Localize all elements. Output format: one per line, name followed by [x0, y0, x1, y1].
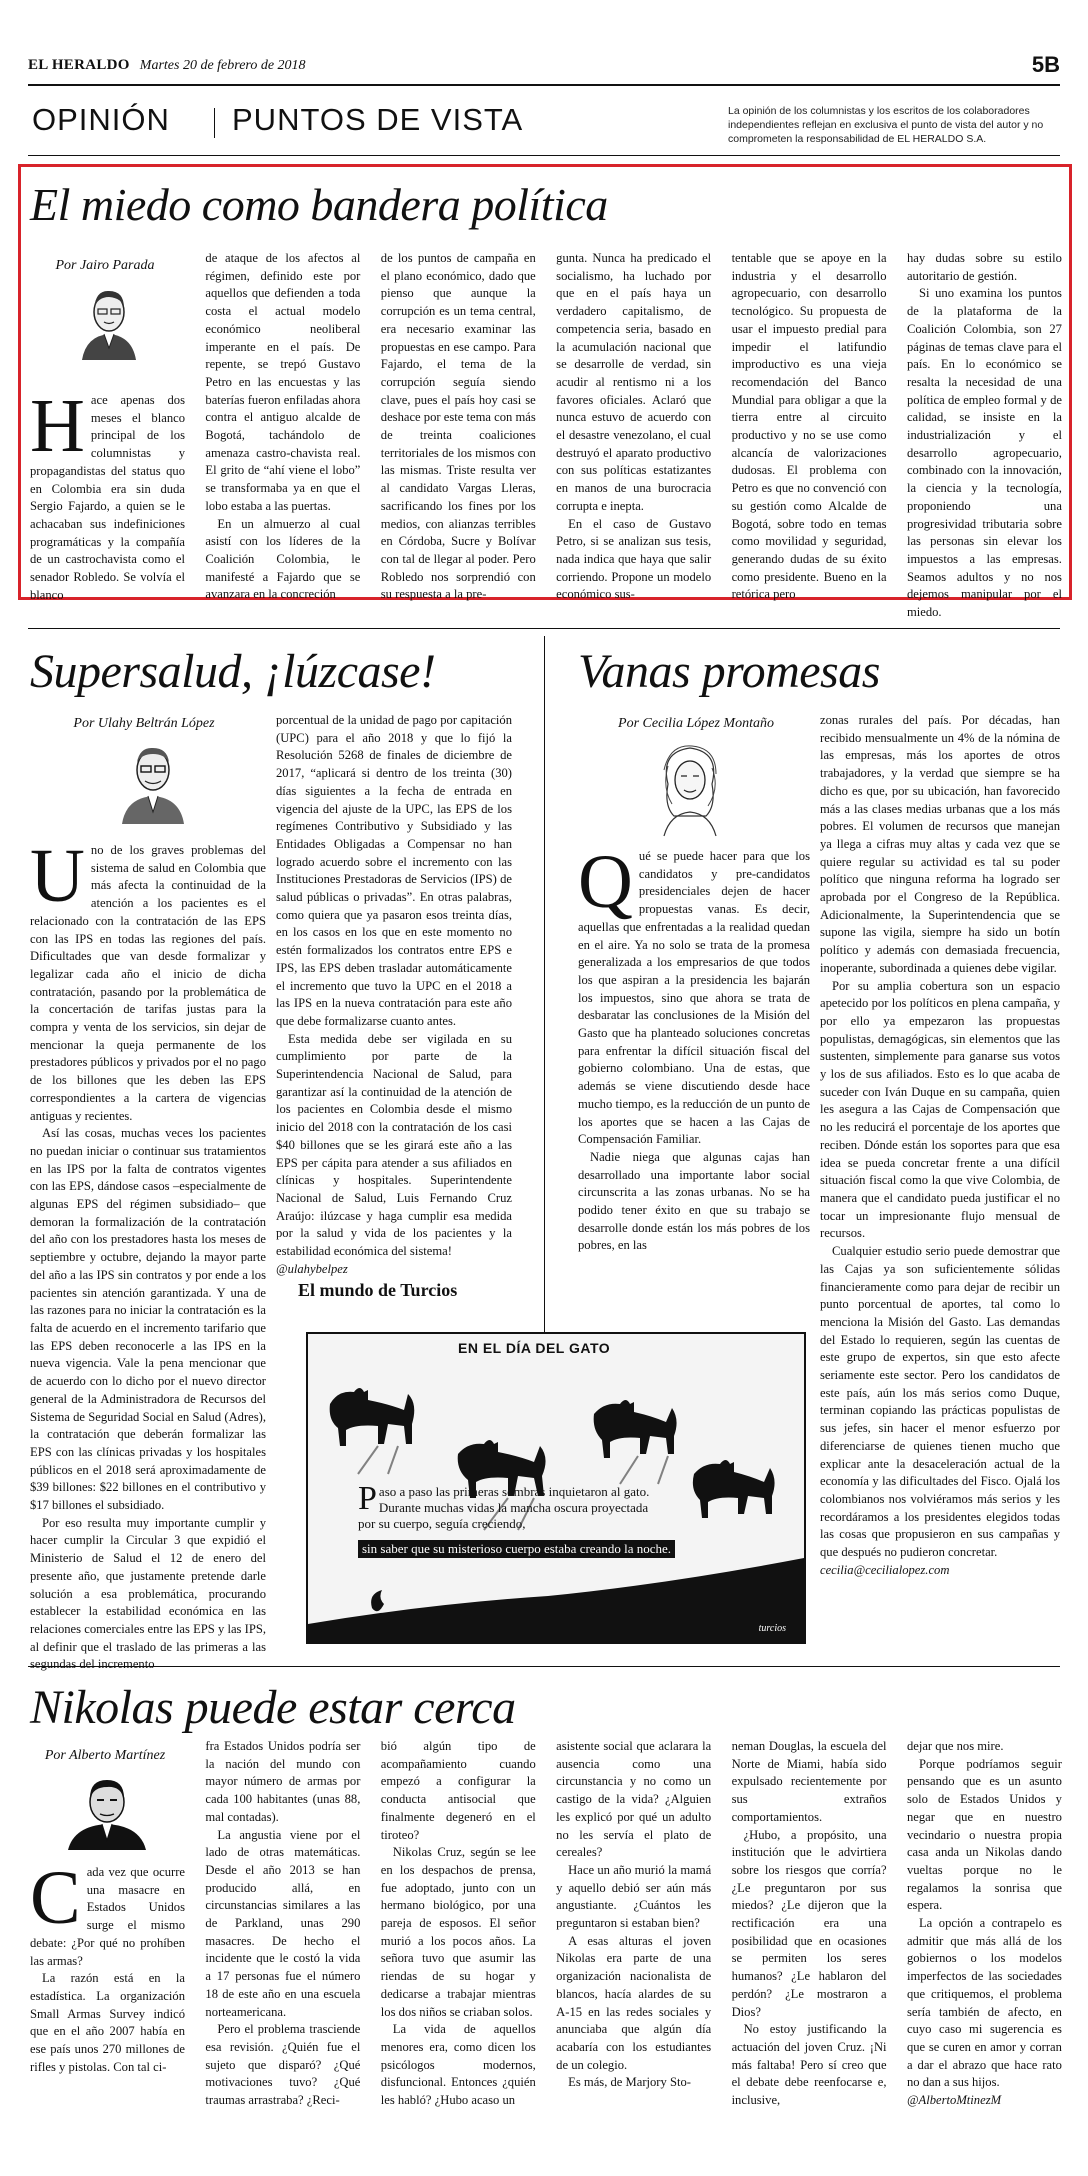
page-number: 5B: [1031, 52, 1060, 77]
article-text: ace apenas dos meses el blanco principal de los columnistas y propagandistas del status quo en Colombia era sin duda Sergio Fajardo, a quien se le achacaban sus indefiniciones programáticas y la compañía de un castrochavista como el senador Robledo. Se volvía el blanco: [30, 393, 185, 602]
article-text: porcentual de la unidad de pago por capitación (UPC) para el año 2018 y que lo fijó la Resolución 5268 de finales de diciembre de 2017, “aplicará si dentro de los treinta (30) días siguientes a la fecha de entrada en vigencia del ajuste de la UPC, las EPS de los regímenes Contributivo y Subsidiado y las Entidades Obligadas a Compensar no han logrado acuerdo sobre el incremento con las Instituciones Prestadoras de Servicios (IPS) de salud públicas o privadas”. En otras palabras, como quiera que ya pasaron esos treinta días, en los casos en los que en este momento no estén formalizados los contratos entre EPS e IPS, las EPS deben trasladar automáticamente el incremento que tuvo la UPC en el 2018 a las IPS en la nueva contratación para este año que debe formalizarse cuanto antes.: [276, 713, 512, 1028]
article-text: Por eso resulta muy importante cumplir y hacer cumplir la Circular 3 que expidió el Ministerio de Salud el 12 de enero del presente año, que justamente pretende darle solución a esa problemática, procurando establecer la estabilidad económica en las relaciones comerciales entre las EPS y las IPS, al definir que el traslado de las primeras a las segundas del incremento: [30, 1515, 266, 1672]
article-text: En el caso de Gustavo Petro, si se analizan sus tesis, nada indica que haya que salir corriendo. Propone un modelo económico sus-: [556, 516, 712, 602]
article-text: Así las cosas, muchas veces los pacientes no puedan iniciar o continuar sus tratamientos en las IPS por la falta de contratos vigentes con las EPS, dándose casos –especialmente de algunas EPS del régimen subsidiado– que demoran la formalización de la contratación del año con los prestadores hasta los meses de septiembre y octubre, dejando la mayor parte del año a las IPS sin contratos y por ende a los pacientes sin atención garantizada. Y una de las razones para no iniciar la contratación es la falta de acuerdo en el incremento tarifario que las EPS deben reconocerle a las IPS en la nueva vigencia. Vale la pena mencionar que de acuerdo con lo dicho por el nuevo director general de la Administradora de Recursos del Sistema de Seguridad Social en Salud (Adres), la contratación que deberán formalizar las EPS con las clínicas privadas y los hospitales públicos en el 2018 será aproximadamente de $39 billones: $22 billones en el contributivo y $17 billones el subsidiado.: [30, 1126, 266, 1513]
dropcap: H: [30, 384, 85, 468]
paper-name: EL HERALDO: [28, 57, 130, 73]
article-text: ada vez que ocurre una masacre en Estados Unidos surge el mismo debate: ¿Por qué no prohíben las armas?: [30, 1865, 185, 1968]
article-4-byline: Por Alberto Martínez: [44, 1748, 166, 1763]
cartoon-heading: EN EL DÍA DEL GATO: [458, 1340, 611, 1356]
article-text: no de los graves problemas del sistema de salud en Colombia que más afecta la continuidad de la atención a los pacientes es el relacionado con la contratación de las EPS con las IPS en todas las regiones del país. Dificultades que van desde formalizar y legalizar cada año el inicio de dicha contratación, pasando por la problemática de la concertación de tarifas justas para la compra y venta de los servicios, sin dejar de mencionar la queja permanente de los prestadores públicos y privados por el no pago de los billones que les deben las EPS correspondientes a la cartera de vigencias antiguas y recientes.: [30, 843, 266, 1123]
article-text: Es más, de Marjory Sto-: [568, 2075, 691, 2090]
article-text: dejar que nos mire.: [906, 1739, 1004, 1753]
dropcap: Q: [578, 840, 633, 924]
article-text: ¿Hubo, a propósito, una institución que le advirtiera sobre los riesgos que corría? ¿Le preguntaron por sus miedos? ¿Le dijeron que la rectificación era una posibilidad que en ocasiones se permiten los seres humanos? ¿Le hablaron del perdón? ¿Le mostraron a Dios?: [731, 1827, 887, 2019]
author-handle: cecilia@cecilialopez.com: [820, 1562, 950, 1577]
article-text: En un almuerzo al cual asistí con los líderes de la Coalición Colombia, le manifesté a Fajardo que se avanzara en la concreción: [205, 516, 361, 602]
cartoon-text: por su cuerpo, seguía creciendo,: [358, 1516, 526, 1531]
article-text: bió algún tipo de acompañamiento cuando empezó a configurar la conducta antisocial que finalmente degeneró en el tiroteo?: [380, 1739, 536, 1842]
article-text: tentable que se apoye en la industria y el desarrollo agropecuario, con desarrollo tecnológico. Su propuesta de usar el impuesto predial para impedir el latifundio improductivo es una vieja recomendación del Banco Mundial para obligar a que la tierra entre al circuito productivo y no se use como alcancía de valorizaciones dudosas. El problema con Petro es que no convenció con su gestión como Alcalde de Bogotá, sobre todo en temas como movilidad y seguridad, generando dudas de su éxito como presidente. Bueno en la retórica pero: [731, 251, 887, 602]
article-text: Esta medida debe ser vigilada en su cumplimiento por parte de la Superintendencia Nacional de Salud, para garantizar así la continuidad de la atención de los pacientes en Colombia desde el mismo inicio del 2018 con la contratación de los casi $40 billones que se les girará este año a las EPS per cápita para atender a sus afiliados en clínicas y hospitales. Superintendente Nacional de Salud, Luis Fernando Cruz Araújo: ilúzcase y haga cumplir esa medida por la salud y vida de los pacientes y la estabilidad económica del sistema!: [276, 1031, 512, 1259]
article-text: hay dudas sobre su estilo autoritario de gestión.: [906, 251, 1062, 283]
cartoon-text: Durante muchas vidas la mancha oscura proyectada: [378, 1500, 649, 1515]
article-2-title: Supersalud, ¡lúzcase!: [30, 645, 436, 698]
article-text: La vida de aquellos menores era, como dicen los psicólogos modernos, disfuncional. Entonces ¿quién les habló? ¿Hubo acaso un: [380, 2022, 536, 2108]
article-text: La opción a contrapelo es admitir que más allá de los gobiernos o los modelos imperfectos de las sociedades que critiquemos, el problema sería también de afecto, en cuyo caso mi sugerencia es que se curen en amor y corran a dar el abrazo que hace rato no dan a sus hijos.: [906, 1916, 1062, 2090]
portrait-ulahy-beltran: [118, 738, 188, 824]
article-text: de ataque de los afectos al régimen, definido este por aquellos que defienden a toda costa el actual modelo económico neoliberal imperante en el país. De repente, se trepó Gustavo Petro en las encuestas y las baterías fueron enfiladas ahora contra el antiguo alcalde de Bogotá, tachándolo de amenaza castro-chavista real. El grito de “ahí viene el lobo” se transformaba ya en que el lobo estaba a las puertas.: [205, 251, 361, 513]
masthead: [28, 52, 1060, 86]
cartoon-dropcap: P: [358, 1480, 377, 1517]
article-text: ué se puede hacer para que los candidatos y pre-candidatos presidenciales dejen de hacer propuestas vanas. Es decir, aquellas que enfrentadas a la realidad quedan en el aire. Ya no solo se trata de la promesa generalizada a los empresarios de que todos los que aspiran a la presidencia les bajarán los impuestos, sino que ahora se trata de desbaratar las conclusiones de la Misión del Gasto que ha planteado soluciones concretas para enfrentar la difícil situación fiscal del gobierno colombiano. Una de estas, que además se viene discutiendo desde hace mucho tiempo, es la reducción de un punto de los aportes que se hacen a las Cajas de Compensación Familiar.: [578, 849, 810, 1147]
cartoon-section-title: El mundo de Turcios: [298, 1280, 458, 1300]
article-2-byline: Por Ulahy Beltrán López: [73, 716, 215, 731]
article-text: fra Estados Unidos podría ser la nación del mundo con mayor número de armas por cada 100 habitantes (unas 88, mal contadas).: [205, 1739, 361, 1824]
article-text: neman Douglas, la escuela del Norte de Miami, había sido expulsado recientemente por sus extraños comportamientos.: [731, 1739, 887, 1824]
article-3-col-1: [578, 840, 810, 1253]
article-text: Nikolas Cruz, según se lee en los despachos de prensa, fue adoptado, junto con un hermano biológico, por una pareja de esposos. El señor murió a los pocos años. La señora tuvo que asumir las riendas de su hogar y dedicarse a trabajar mientras los dos niños se criaban solos.: [380, 1845, 536, 2019]
article-1-body: [30, 250, 1062, 620]
author-handle: @AlbertoMtinezM: [906, 2093, 1002, 2108]
article-text: Hace un año murió la mamá y aquello debió ser aún más angustiante. ¿Cuántos les preguntaron si estaban bien?: [556, 1862, 712, 1931]
article-text: zonas rurales del país. Por décadas, han recibido mensualmente un 4% de la nómina de las empresas, más los aportes de otros trabajadores, y la verdad que siempre se ha dicho es que, por su ubicación, han favorecido más a las clases medias urbanas que a los más pobres. El volumen de recursos que manejan ya llega a cifras muy altas y cada vez que se quiere regular su actividad es tal su poder político que ninguna reforma ha logrado ser aprobada por el Congreso de la República. Adicionalmente, la Superintendencia que se supone las vigila, siempre ha sido un botín político y además con demasiada frecuencia, inoperante, subordinada a quienes debe vigilar.: [820, 713, 1060, 975]
article-4-body: [30, 1738, 1062, 2158]
article-1-title: El miedo como bandera política: [30, 179, 608, 230]
cartoon-caption: [358, 1480, 758, 1558]
section-disclaimer: La opinión de los columnistas y los escritos de los colaboradores independientes reflejan en exclusiva el punto de vista del autor y no comprometen la responsabilidad de EL HERALDO S.A.: [728, 105, 1044, 145]
article-3-byline: Por Cecilia López Montaño: [618, 716, 774, 731]
article-text: A esas alturas el joven Nikolas era parte de una organización nacionalista de blancos, hacía alardes de su A-15 en las redes sociales y anunciaba que algún día acabaría con los estudiantes de un colegio.: [556, 1933, 712, 2072]
issue-date: Martes 20 de febrero de 2018: [139, 58, 306, 73]
article-text: No estoy justificando la actuación del joven Cruz. ¡Ni más faltaba! Pero sí creo que el debate debe reenfocarse e, inclusive,: [731, 2022, 887, 2108]
article-text: Porque podríamos seguir pensando que es un asunto solo de Estados Unidos y negar que en nuestro vecindario o nuestra propia casa anda un Nikolas dando vueltas porque no le regalamos la sonrisa que espera.: [906, 1756, 1062, 1913]
section-divider: [214, 108, 215, 138]
article-text: Si uno examina los puntos de la plataforma de la Coalición Colombia, son 27 páginas de temas clave para el país. En lo económico se resalta la necesidad de una política de empleo formal y de calidad, se insiste en la industrialización y el desarrollo agropecuario, combinado con la innovación, la ciencia y la tecnología, proponiendo una progresividad tributaria sobre las personas sin elevar los impuestos a las empresas. Seamos adultos y no nos dejemos manipular por el miedo.: [906, 286, 1062, 620]
article-4-title: Nikolas puede estar cerca: [30, 1681, 516, 1734]
article-1-byline: Por Jairo Parada: [55, 258, 155, 273]
article-2-col-1: [30, 834, 266, 1672]
article-text: Nadie niega que algunas cajas han desarrollado una importante labor social circunscrita a las zonas urbanas. No se ha podido tener éxito en que su trabajo se desarrolle donde están los más pobres de los pobres, en las: [578, 1149, 810, 1253]
divider: [28, 628, 1060, 629]
article-2-col-2: [276, 712, 512, 1276]
article-text: de los puntos de campaña en el plano económico, dado que pienso que aunque la corrupción es un tema central, era necesario examinar las propuestas en ese campo. Para Fajardo, el tema de la corrupción seguía siendo clave, pues el país hoy casi se deshace por este tema con más de treinta coaliciones territoriales de los mismos con las mismas. Triste resulta ver al candidato Vargas Lleras, sacrificando los fines por los medios, con alianzas terribles en Córdoba, Sucre y Bolívar con tal de llegar al poder. Pero Robledo nos sorprendió con su respuesta a la pre-: [380, 251, 536, 602]
article-text: asistente social que aclarara la ausencia como una circunstancia y no como un castigo de la vida? ¿Alguien les explicó por qué un adulto no les servía el plato de cereales?: [556, 1739, 712, 1860]
cartoon-text: aso a paso las primeras sombras inquietaron al gato.: [378, 1484, 650, 1499]
dropcap: U: [30, 834, 85, 918]
cartoon-signature: turcios: [758, 1623, 786, 1634]
cartoon-text: sin saber que su misterioso cuerpo estaba creando la noche.: [358, 1540, 675, 1558]
divider: [28, 1666, 1060, 1667]
article-3-col-2: [820, 712, 1060, 1650]
article-text: La angustia viene por el lado de otras matemáticas. Desde el año 2013 se han producido allá, en circunstancias similares a las de Parkland, unas 290 masacres. De hecho el incidente que le costó la vida a 17 personas fue el número 18 de este año en una escuela norteamericana.: [205, 1827, 361, 2019]
section-header: [28, 96, 1060, 156]
section-subname: PUNTOS DE VISTA: [232, 102, 524, 137]
article-text: Pero el problema trasciende esa revisión. ¿Quién fue el sujeto que disparó? ¿Qué motivaciones tuvo? ¿Qué traumas arrastraba? ¿Reci-: [205, 2022, 361, 2108]
section-name: OPINIÓN: [32, 102, 170, 137]
cat-cartoon: [306, 1332, 806, 1644]
dropcap: C: [30, 1856, 81, 1940]
article-text: Cualquier estudio serio puede demostrar que las Cajas ya son suficientemente sólidas financieramente como para dejar de recibir un punto porcentual de aportes, tal como lo menciona la Misión del Gasto. Las demandas del Estado lo requieren, según las cuentas de este grupo de expertos, sin que esto afecte seriamente este sector. Pero los candidatos de este país, aún los más serios como Duque, terminan copiando las prácticas populistas de sus jefes, sin hacer el menor esfuerzo por diferenciarse de quienes tienen mucho que explicar ante la desaceleración actual de la economía y las dificultades del Fisco. Ojalá los colombianos nos volviéramos más serios y les recordáramos a los presidentes elegidos todas las cosas que propusieron en sus campañas y que después no pudieron concretar.: [820, 1244, 1060, 1560]
article-text: La razón está en la estadística. La organización Small Armas Survey indicó que en el año 2007 había en ese país unos 270 millones de rifles y pistolas. Con tal ci-: [30, 1971, 185, 2074]
portrait-cecilia-lopez: [650, 740, 730, 836]
article-3-title: Vanas promesas: [578, 645, 880, 698]
author-handle: @ulahybelpez: [276, 1261, 348, 1276]
article-text: gunta. Nunca ha predicado el socialismo, ha luchado por que en el país haya un verdadero capitalismo, de competencia seria, basado en la acumulación nacional que se desarrolle de verdad, sin acudir al rentismo ni a los favores oficiales. Aclaró que nunca estuvo de acuerdo con el desastre venezolano, el cual destruyó el aparato productivo con sus políticas estatizantes en manos de una burocracia corrupta e inepta.: [556, 251, 712, 513]
article-text: Por su amplia cobertura son un espacio apetecido por los políticos en plena campaña, y por ello ya empezaron las propuestas populistas, demagógicas, sin elementos que las sustenten, simplemente para ganarse sus votos y los de sus afiliados. Esto es lo que acaba de suceder con Iván Duque en su campaña, quien les asegura a las Cajas de Compensación que no les reducirá el porcentaje de los aportes que reciben. Dónde están los soportes para que esa idea se pueda concretar frente a una difícil situación fiscal como la que vive Colombia, de manera que el candidato pueda justificar el no tocar un impresionante flujo mensual de recursos.: [820, 978, 1060, 1241]
